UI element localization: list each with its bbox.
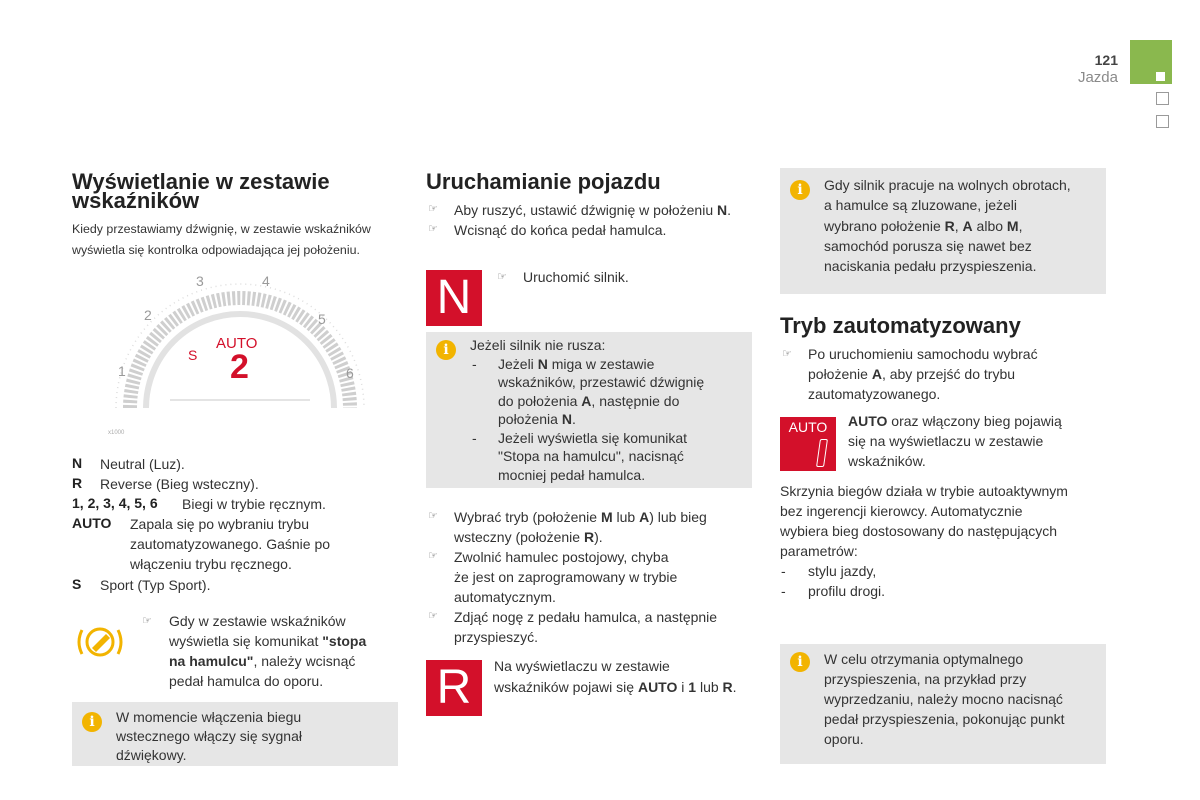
sport-indicator: S bbox=[188, 347, 198, 363]
legend-value: Zapala się po wybraniu trybu zautomatyzowanego. Gaśnie po włączeniu trybu ręcznego. bbox=[130, 516, 331, 572]
auto-gear-indicator bbox=[780, 417, 836, 471]
hand-pointer-icon: ☞ bbox=[428, 203, 438, 215]
info-text: W momencie włączenia biegu wstecznego włączy się sygnał dźwiękowy. bbox=[116, 709, 302, 763]
hand-pointer-icon: ☞ bbox=[782, 348, 792, 360]
intro-text: Kiedy przestawiamy dźwignię, w zestawie wskaźników wyświetla się kontrolka odpowiadająca jej położeniu. bbox=[72, 222, 371, 257]
rpm-tick-5: 5 bbox=[318, 311, 326, 327]
step-text: Wybrać tryb (położenie M lub A) lub bieg wsteczny (położenie R). bbox=[454, 509, 707, 545]
gear-one-glyph bbox=[816, 439, 828, 467]
gear-r-indicator: R bbox=[426, 660, 482, 716]
step-text: Po uruchomieniu samochodu wybrać położenie A, aby przejść do trybu zautomatyzowanego. bbox=[808, 346, 1038, 402]
page-number: 121 bbox=[1094, 52, 1118, 68]
section-heading-automated: Tryb zautomatyzowany bbox=[780, 313, 1021, 338]
rpm-tick-4: 4 bbox=[262, 273, 270, 289]
auto-mode-text: AUTO bbox=[216, 335, 258, 352]
section-heading-start: Uruchamianie pojazdu bbox=[426, 169, 661, 194]
legend-value: Sport (Typ Sport). bbox=[100, 577, 211, 593]
info-box-reverse-signal bbox=[72, 702, 398, 766]
list-item: - stylu jazdy, bbox=[781, 563, 877, 579]
info-box-kickdown bbox=[780, 644, 1106, 764]
hand-pointer-icon: ☞ bbox=[428, 610, 438, 622]
chapter-tab-empty bbox=[1156, 115, 1169, 128]
info-icon: i bbox=[436, 340, 456, 360]
section-name: Jazda bbox=[1077, 69, 1118, 86]
step-text: Zwolnić hamulec postojowy, chyba że jest on zaprogramowany w trybie automatycznym. bbox=[454, 549, 678, 605]
legend-key: N bbox=[72, 455, 83, 471]
rpm-tick-6: 6 bbox=[346, 365, 354, 381]
rpm-tick-3: 3 bbox=[196, 273, 204, 289]
rpm-unit-label: x1000 bbox=[108, 430, 125, 436]
rpm-tick-1: 1 bbox=[118, 363, 126, 379]
hand-pointer-icon: ☞ bbox=[428, 550, 438, 562]
chapter-tab bbox=[1130, 40, 1172, 84]
step-text: Zdjąć nogę z pedału hamulca, a następnie przyspieszyć. bbox=[454, 609, 718, 645]
legend-value: Reverse (Bieg wsteczny). bbox=[100, 476, 259, 492]
hand-pointer-icon: ☞ bbox=[428, 223, 438, 235]
step-text: Wcisnąć do końca pedał hamulca. bbox=[454, 222, 667, 238]
auto-badge-text: AUTO bbox=[788, 419, 828, 435]
legend-value: Neutral (Luz). bbox=[100, 456, 185, 472]
section-heading-display: Wyświetlanie w zestawie wskaźników bbox=[72, 169, 330, 213]
step-text: Uruchomić silnik. bbox=[523, 269, 629, 285]
auto-display-note: AUTO oraz włączony bieg pojawią się na wyświetlaczu w zestawie wskaźników. bbox=[848, 413, 1062, 469]
info-icon: i bbox=[82, 712, 102, 732]
chapter-tab-marker bbox=[1156, 72, 1165, 81]
reverse-display-note: Na wyświetlaczu w zestawie wskaźników pojawi się AUTO i 1 lub R. bbox=[494, 658, 737, 695]
rpm-tick-2: 2 bbox=[144, 307, 152, 323]
info-box-engine-not-start bbox=[426, 332, 752, 488]
auto-mode-paragraph: Skrzynia biegów działa w trybie autoaktywnym bez ingerencji kierowcy. Automatycznie wybiera bieg dostosowany do następujących parametrów: - stylu jazdy, - profilu drogi. bbox=[780, 481, 1110, 601]
instrument-cluster-illustration bbox=[100, 268, 380, 440]
legend-key: R bbox=[72, 475, 83, 491]
info-text: W celu otrzymania optymalnego przyspieszenia, na przykład przy wyprzedzaniu, należy mocno nacisnąć pedał przyspieszenia, pokonując punkt oporu. bbox=[824, 651, 1065, 747]
hand-pointer-icon: ☞ bbox=[497, 271, 507, 283]
legend-key: S bbox=[72, 576, 82, 592]
gear-n-indicator: N bbox=[426, 270, 482, 326]
step-text: Aby ruszyć, ustawić dźwignię w położeniu N. bbox=[454, 202, 732, 218]
info-icon: i bbox=[790, 180, 810, 200]
info-text: Jeżeli silnik nie rusza: - Jeżeli N miga w zestawie wskaźników, przestawić dźwignię do położenia A, następnie do położenia N. - Jeżeli wyświetla się komunikat "Stopa na hamulcu", nacisnąć mocniej pedał hamulca. bbox=[470, 337, 705, 483]
info-text: Gdy silnik pracuje na wolnych obrotach, a hamulce są zluzowane, jeżeli wybrano położenie R, A albo M, samochód porusza się nawet bez naciskania pedału przyspieszenia. bbox=[824, 177, 1071, 275]
legend-key: 1, 2, 3, 4, 5, 6 bbox=[72, 495, 158, 511]
info-icon: i bbox=[790, 652, 810, 672]
foot-on-brake-warning-icon bbox=[76, 624, 124, 660]
hand-pointer-icon: ☞ bbox=[142, 615, 152, 627]
legend-value: Biegi w trybie ręcznym. bbox=[182, 496, 326, 512]
legend-key: AUTO bbox=[72, 515, 112, 531]
list-item: - profilu drogi. bbox=[781, 583, 886, 599]
brake-warning-note: Gdy w zestawie wskaźników wyświetla się komunikat "stopa na hamulcu", należy wcisnąć pedał hamulca do oporu. bbox=[169, 613, 367, 689]
chapter-tab-empty bbox=[1156, 92, 1169, 105]
hand-pointer-icon: ☞ bbox=[428, 510, 438, 522]
info-box-idle-creep bbox=[780, 168, 1106, 294]
gear-number: 2 bbox=[230, 348, 249, 386]
